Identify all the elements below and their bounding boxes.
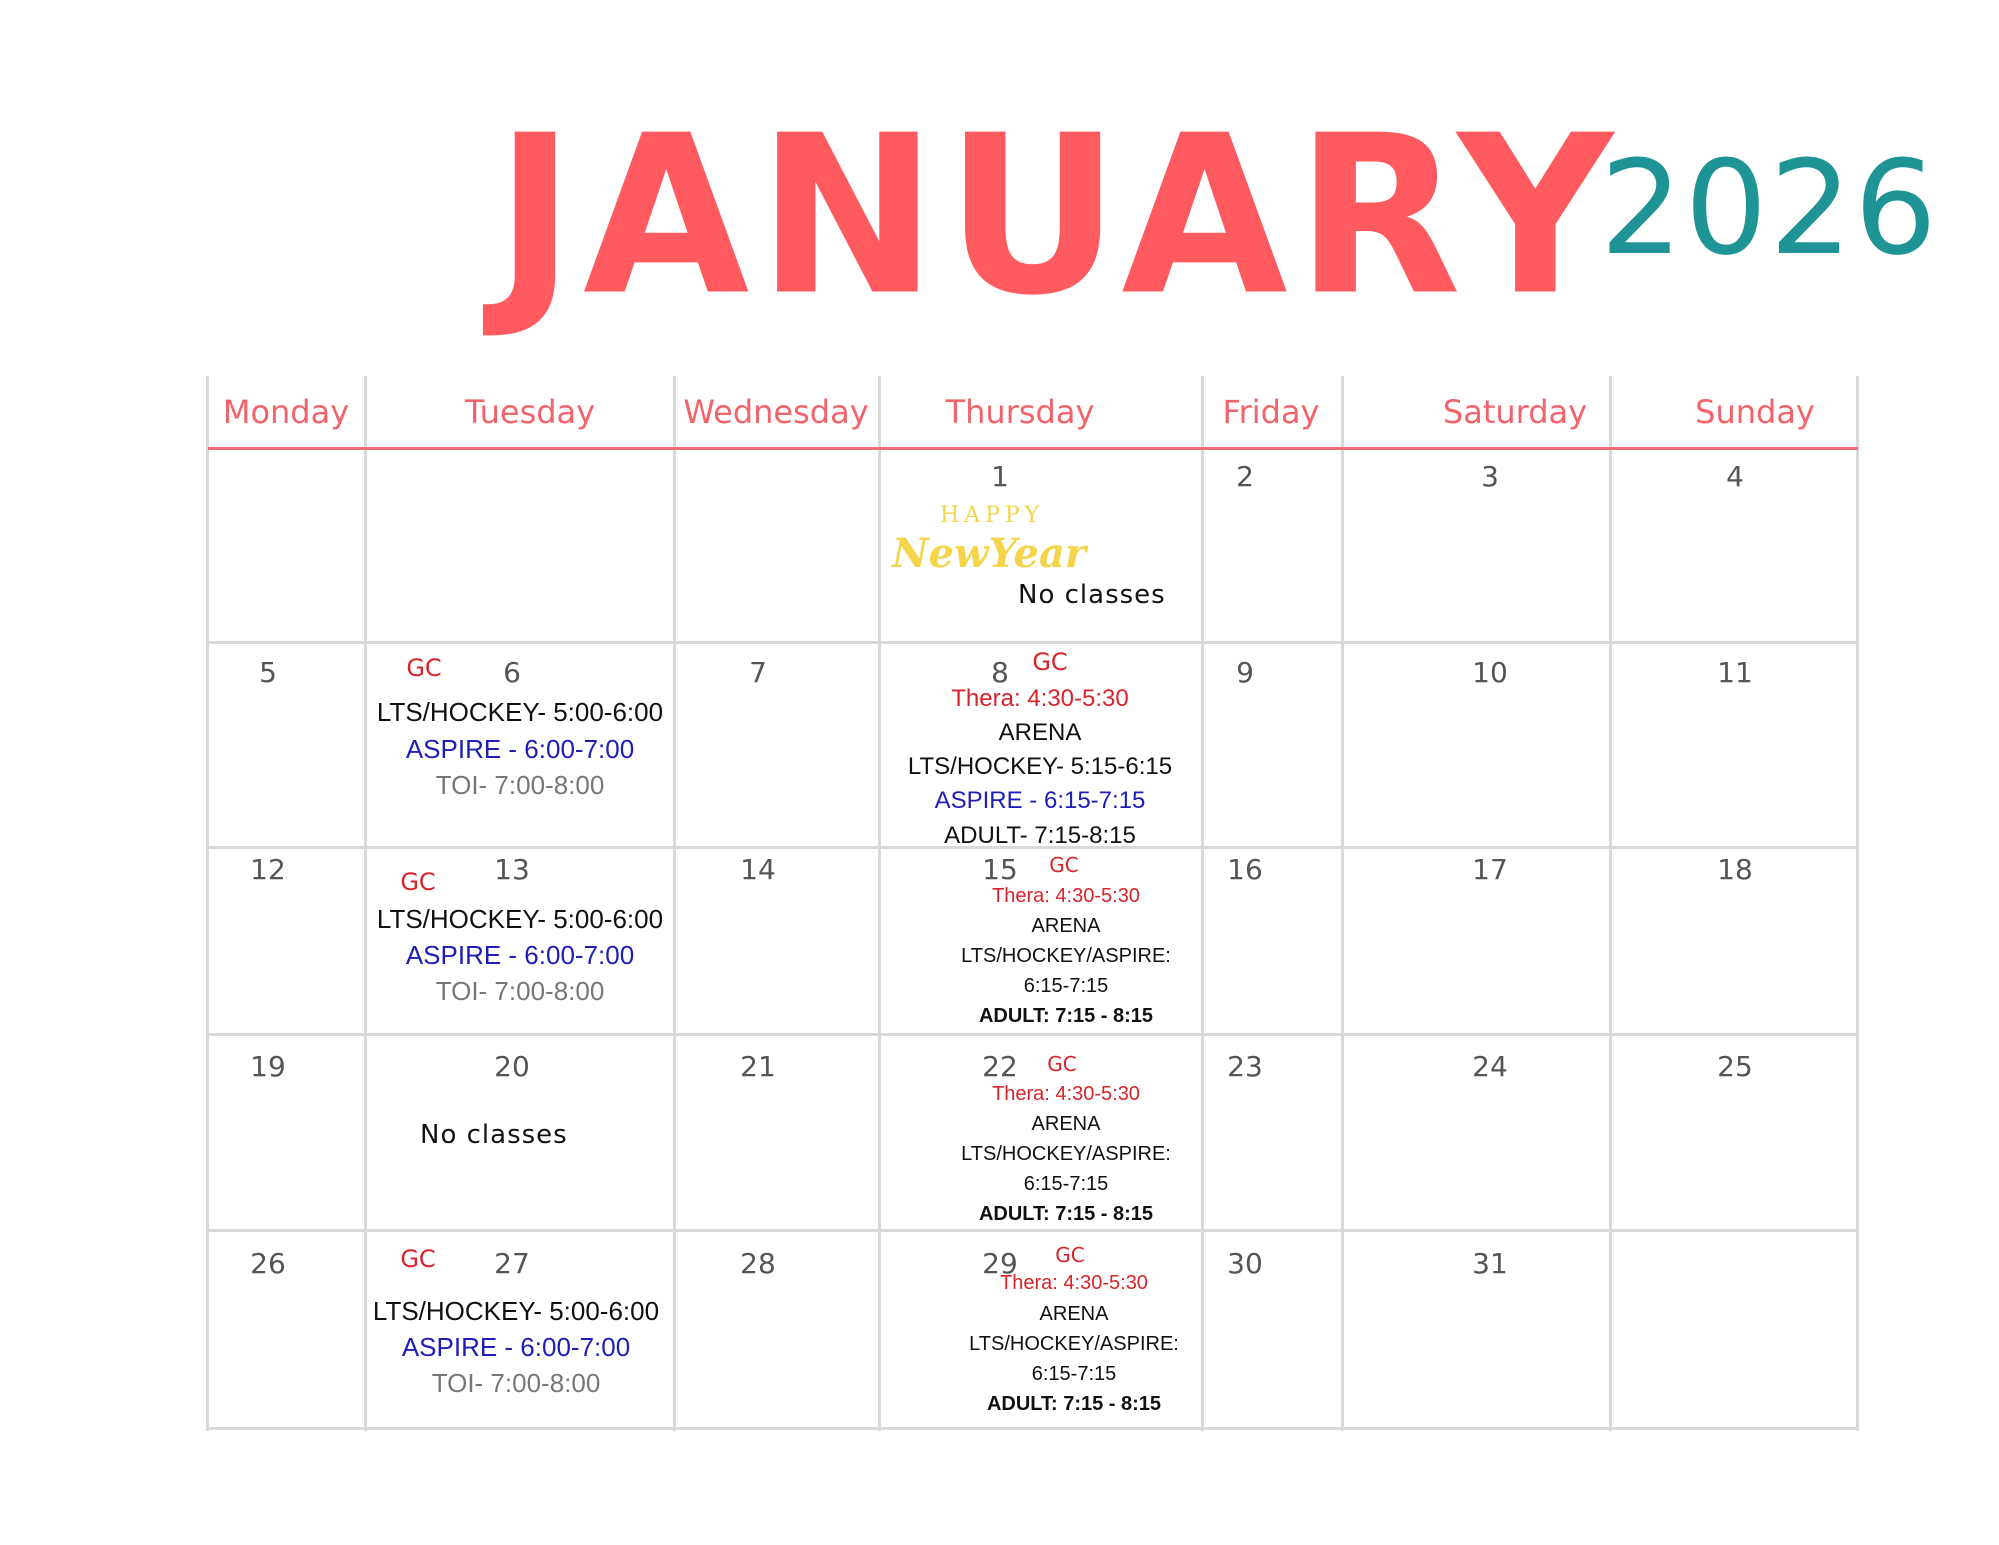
- gc-label: GC: [1049, 853, 1079, 877]
- grid-vline: [1609, 376, 1612, 1431]
- event-lts-hockey-aspire: LTS/HOCKEY/ASPIRE:: [961, 1143, 1171, 1165]
- event-arena: ARENA: [1031, 915, 1101, 937]
- date-number: 4: [1726, 460, 1744, 493]
- grid-hline: [206, 641, 1859, 644]
- grid-vline: [364, 376, 367, 1431]
- grid-hline: [206, 1033, 1859, 1036]
- event-aspire: ASPIRE - 6:15-7:15: [934, 787, 1146, 814]
- date-number: 25: [1717, 1050, 1753, 1083]
- date-number: 24: [1472, 1050, 1508, 1083]
- event-toi: TOI- 7:00-8:00: [435, 976, 605, 1006]
- grid-hline: [206, 1427, 1859, 1430]
- date-number: 15: [982, 853, 1018, 886]
- dayname-monday: Monday: [222, 393, 350, 431]
- event-lts-hockey-aspire: LTS/HOCKEY/ASPIRE:: [961, 945, 1171, 967]
- date-number: 12: [250, 853, 286, 886]
- event-toi: TOI- 7:00-8:00: [431, 1368, 601, 1398]
- date-number: 3: [1481, 460, 1499, 493]
- date-number: 6: [503, 656, 521, 689]
- grid-vline: [1341, 376, 1344, 1431]
- event-toi: TOI- 7:00-8:00: [435, 770, 605, 800]
- event-thera: Thera: 4:30-5:30: [992, 1083, 1140, 1105]
- gc-label: GC: [1032, 648, 1068, 676]
- date-number: 20: [494, 1050, 530, 1083]
- new-year-text: NewYear: [892, 530, 1086, 577]
- date-number: 30: [1227, 1247, 1263, 1280]
- grid-vline: [673, 376, 676, 1431]
- event-aspire: ASPIRE - 6:00-7:00: [401, 1332, 631, 1362]
- dayname-tuesday: Tuesday: [464, 393, 596, 431]
- date-number: 13: [494, 853, 530, 886]
- date-number: 17: [1472, 853, 1508, 886]
- grid-hline: [206, 1229, 1859, 1232]
- event-aspire: ASPIRE - 6:00-7:00: [405, 940, 635, 970]
- month-title: JANUARY: [495, 87, 1622, 344]
- date-number: 27: [494, 1247, 530, 1280]
- dayname-wednesday: Wednesday: [683, 393, 869, 431]
- date-number: 7: [749, 656, 767, 689]
- event-lts-hockey: LTS/HOCKEY- 5:00-6:00: [376, 904, 664, 934]
- gc-label: GC: [400, 1245, 436, 1273]
- header-divider: [208, 447, 1858, 450]
- gc-label: GC: [1047, 1052, 1077, 1076]
- date-number: 22: [982, 1050, 1018, 1083]
- no-classes-note: No classes: [1018, 580, 1166, 610]
- dayname-sunday: Sunday: [1695, 393, 1815, 431]
- event-lts-hockey: LTS/HOCKEY- 5:00-6:00: [376, 697, 664, 727]
- date-number: 5: [259, 656, 277, 689]
- date-number: 23: [1227, 1050, 1263, 1083]
- date-number: 10: [1472, 656, 1508, 689]
- grid-vline: [878, 376, 881, 1431]
- date-number: 8: [991, 656, 1009, 689]
- year-label: 2026: [1600, 132, 1939, 284]
- dayname-thursday: Thursday: [945, 393, 1095, 431]
- event-lts-time: 6:15-7:15: [1023, 1173, 1109, 1195]
- event-adult: ADULT- 7:15-8:15: [944, 822, 1136, 849]
- event-thera: Thera: 4:30-5:30: [992, 885, 1140, 907]
- event-arena: ARENA: [1031, 1113, 1101, 1135]
- event-thera: Thera: 4:30-5:30: [951, 685, 1129, 712]
- gc-label: GC: [1055, 1243, 1085, 1267]
- date-number: 16: [1227, 853, 1263, 886]
- date-number: 9: [1236, 656, 1254, 689]
- event-lts-hockey: LTS/HOCKEY- 5:15-6:15: [907, 753, 1173, 780]
- date-number: 26: [250, 1247, 286, 1280]
- date-number: 29: [982, 1247, 1018, 1280]
- event-adult: ADULT: 7:15 - 8:15: [986, 1393, 1162, 1415]
- dayname-friday: Friday: [1222, 393, 1320, 431]
- event-adult: ADULT: 7:15 - 8:15: [978, 1005, 1154, 1027]
- no-classes-note: No classes: [420, 1120, 568, 1150]
- event-arena: ARENA: [1039, 1303, 1109, 1325]
- grid-vline: [1856, 376, 1859, 1431]
- event-lts-hockey: LTS/HOCKEY- 5:00-6:00: [372, 1296, 660, 1326]
- gc-label: GC: [406, 654, 442, 682]
- date-number: 21: [740, 1050, 776, 1083]
- event-lts-hockey-aspire: LTS/HOCKEY/ASPIRE:: [969, 1333, 1179, 1355]
- date-number: 28: [740, 1247, 776, 1280]
- happy-text: HAPPY: [940, 503, 1045, 528]
- gc-label: GC: [400, 868, 436, 896]
- date-number: 31: [1472, 1247, 1508, 1280]
- event-lts-time: 6:15-7:15: [1031, 1363, 1117, 1385]
- date-number: 18: [1717, 853, 1753, 886]
- date-number: 19: [250, 1050, 286, 1083]
- grid-vline: [206, 376, 209, 1431]
- date-number: 1: [991, 460, 1009, 493]
- event-lts-time: 6:15-7:15: [1023, 975, 1109, 997]
- event-aspire: ASPIRE - 6:00-7:00: [405, 734, 635, 764]
- event-arena: ARENA: [998, 719, 1082, 746]
- event-thera: Thera: 4:30-5:30: [1000, 1272, 1148, 1294]
- date-number: 11: [1717, 656, 1753, 689]
- date-number: 2: [1236, 460, 1254, 493]
- date-number: 14: [740, 853, 776, 886]
- event-adult: ADULT: 7:15 - 8:15: [978, 1203, 1154, 1225]
- dayname-saturday: Saturday: [1442, 393, 1588, 431]
